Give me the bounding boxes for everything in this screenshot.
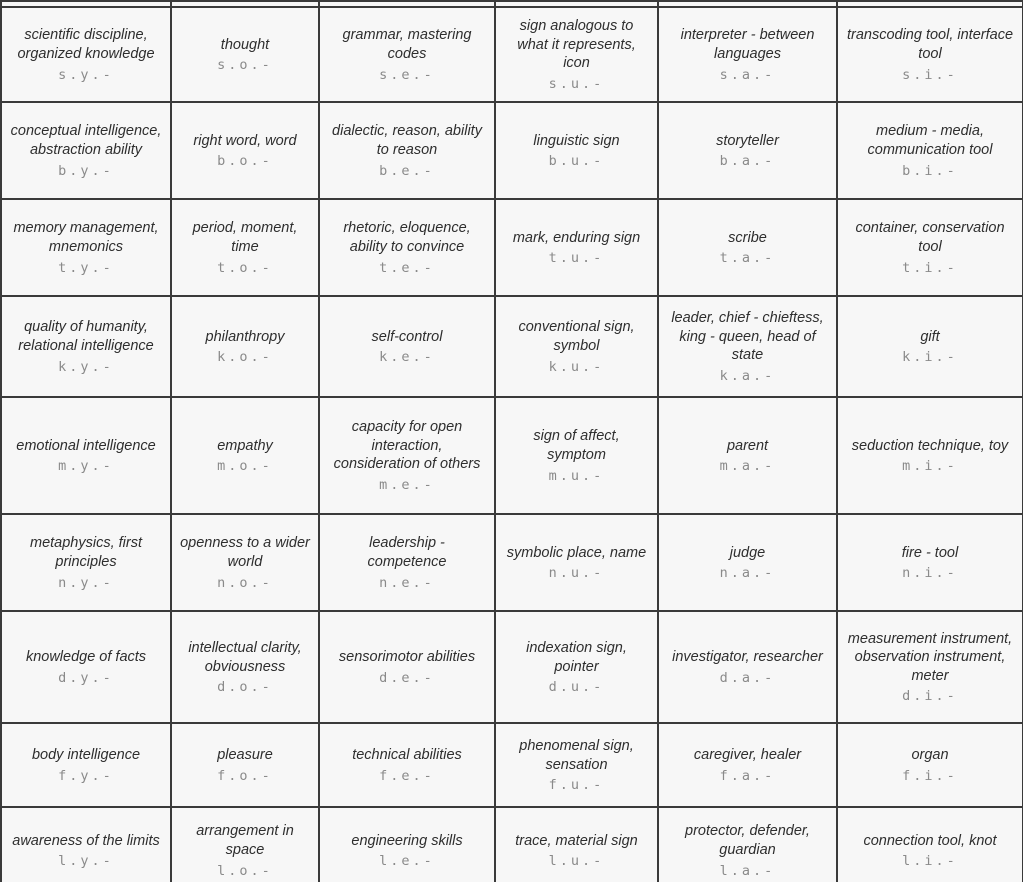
- table-cell: [171, 397, 319, 514]
- cell-label: rhetoric, eloquence, ability to convince: [343, 220, 471, 255]
- cell-code: k.i.-: [902, 349, 958, 366]
- cell-code: k.y.-: [58, 358, 114, 375]
- table-cell: [171, 514, 319, 611]
- cell-code: f.i.-: [902, 767, 958, 784]
- table-cell: [658, 397, 837, 514]
- cell-label: body intelligence: [31, 747, 141, 764]
- cell-code: t.i.-: [902, 259, 958, 276]
- cell-label: mark, enduring sign: [512, 229, 641, 246]
- table-cell: [495, 514, 658, 611]
- cell-code: d.u.-: [548, 679, 605, 696]
- cell-code: m.a.-: [719, 458, 776, 475]
- table-cell: [837, 807, 1023, 882]
- cell-label: period, moment, time: [192, 220, 298, 255]
- cell-label: caregiver, healer: [693, 747, 802, 764]
- cell-label: quality of humanity, relational intelligence: [18, 319, 154, 354]
- table-cell: [658, 723, 837, 807]
- table-cell: [495, 199, 658, 296]
- cell-label: scientific discipline, organized knowledge: [17, 27, 155, 62]
- table-row: [1, 296, 1023, 397]
- table-cell: [319, 102, 495, 199]
- cell-label: symbolic place, name: [506, 544, 647, 561]
- cell-code: b.e.-: [379, 162, 435, 179]
- table-cell: [1, 7, 171, 102]
- cell-code: k.o.-: [217, 349, 273, 366]
- table-cell: [658, 7, 837, 102]
- cell-code: t.u.-: [548, 250, 605, 267]
- table-cell: [837, 514, 1023, 611]
- cell-code: l.o.-: [217, 862, 273, 879]
- table-row: [1, 723, 1023, 807]
- cell-code: m.i.-: [902, 458, 958, 475]
- table-cell: [319, 514, 495, 611]
- cell-code: t.o.-: [217, 259, 273, 276]
- cell-label: leadership - competence: [367, 535, 447, 570]
- table-cell: [319, 611, 495, 723]
- cell-label: sign of affect, symptom: [533, 428, 620, 463]
- cell-label: memory management, mnemonics: [13, 220, 159, 255]
- cell-label: sensorimotor abilities: [338, 649, 476, 666]
- cell-code: d.o.-: [217, 679, 273, 696]
- table-row: [1, 397, 1023, 514]
- cell-code: n.i.-: [902, 565, 958, 582]
- cell-label: fire - tool: [901, 544, 959, 561]
- table-cell: [171, 611, 319, 723]
- cell-label: container, conservation tool: [855, 220, 1005, 255]
- cell-code: d.y.-: [58, 669, 114, 686]
- table-row: [1, 514, 1023, 611]
- cell-label: philanthropy: [205, 328, 285, 345]
- table-cell: [837, 199, 1023, 296]
- table-cell: [658, 611, 837, 723]
- table-cell: [495, 7, 658, 102]
- table-cell: [495, 296, 658, 397]
- table-cell: [837, 296, 1023, 397]
- cell-code: d.a.-: [719, 669, 776, 686]
- table-cell: [319, 807, 495, 882]
- cell-code: t.e.-: [379, 259, 435, 276]
- cell-label: transcoding tool, interface tool: [846, 27, 1014, 62]
- cell-label: capacity for open interaction, consideration of others: [333, 419, 481, 473]
- cell-label: scribe: [728, 229, 767, 246]
- cell-label: conceptual intelligence, abstraction ability: [10, 123, 162, 158]
- cell-code: f.y.-: [58, 767, 114, 784]
- cell-code: n.e.-: [379, 574, 435, 591]
- cell-label: openness to a wider world: [180, 535, 310, 570]
- cell-label: phenomenal sign, sensation: [519, 737, 634, 773]
- table-cell: [171, 199, 319, 296]
- cell-label: intellectual clarity, obviousness: [188, 639, 302, 675]
- cell-label: self-control: [371, 328, 443, 345]
- table-cell: [658, 102, 837, 199]
- table-cell: [171, 7, 319, 102]
- cell-label: leader, chief - chieftess, king - queen, head of state: [671, 310, 824, 364]
- cell-code: l.u.-: [548, 853, 605, 870]
- table-cell: [837, 611, 1023, 723]
- table-cell: [1, 102, 171, 199]
- cell-code: n.y.-: [58, 574, 114, 591]
- table-cell: [1, 397, 171, 514]
- table-cell: [319, 296, 495, 397]
- cell-label: technical abilities: [352, 747, 462, 764]
- cell-label: pleasure: [217, 747, 273, 764]
- cell-code: d.e.-: [379, 669, 435, 686]
- cell-code: t.a.-: [719, 250, 776, 267]
- cell-label: thought: [220, 36, 270, 53]
- table-row: [1, 102, 1023, 199]
- table-cell: [837, 7, 1023, 102]
- table-cell: [1, 514, 171, 611]
- cell-code: m.y.-: [58, 458, 114, 475]
- cell-code: f.o.-: [217, 767, 273, 784]
- table-cell: [495, 807, 658, 882]
- table-cell: [171, 807, 319, 882]
- cell-code: b.u.-: [548, 153, 605, 170]
- table-cell: [658, 199, 837, 296]
- cell-label: dialectic, reason, ability to reason: [332, 123, 482, 158]
- cell-label: indexation sign, pointer: [526, 639, 627, 675]
- cell-code: s.i.-: [902, 66, 958, 83]
- table-cell: [1, 611, 171, 723]
- table-cell: [837, 723, 1023, 807]
- table-cell: [1, 199, 171, 296]
- cell-label: arrangement in space: [196, 823, 294, 858]
- table-cell: [658, 296, 837, 397]
- cell-code: l.y.-: [58, 853, 114, 870]
- cell-code: k.u.-: [548, 358, 605, 375]
- cell-code: f.e.-: [379, 767, 435, 784]
- table-cell: [837, 102, 1023, 199]
- cell-code: n.u.-: [548, 565, 605, 582]
- cell-code: s.a.-: [719, 66, 776, 83]
- cell-code: f.a.-: [719, 767, 776, 784]
- table-cell: [495, 397, 658, 514]
- cell-label: conventional sign, symbol: [518, 319, 635, 354]
- cell-label: empathy: [217, 437, 273, 454]
- cell-label: right word, word: [193, 132, 297, 149]
- cell-label: storyteller: [716, 132, 779, 149]
- cell-label: interpreter - between languages: [680, 27, 815, 62]
- table-cell: [171, 296, 319, 397]
- table-row: [1, 7, 1023, 102]
- cell-label: investigator, researcher: [672, 649, 823, 666]
- cell-code: b.i.-: [902, 162, 958, 179]
- table-cell: [171, 723, 319, 807]
- table-cell: [1, 807, 171, 882]
- cell-label: organ: [911, 747, 949, 764]
- table-row: [1, 199, 1023, 296]
- cell-label: measurement instrument, observation instrument, meter: [847, 630, 1013, 684]
- table-cell: [1, 296, 171, 397]
- table-cell: [658, 807, 837, 882]
- cell-code: s.e.-: [379, 66, 435, 83]
- table-cell: [319, 723, 495, 807]
- cell-label: knowledge of facts: [25, 649, 147, 666]
- cell-label: judge: [729, 544, 766, 561]
- table-cell: [319, 397, 495, 514]
- table-row: [1, 807, 1023, 882]
- cell-label: awareness of the limits: [12, 832, 160, 849]
- table-cell: [495, 723, 658, 807]
- table-cell: [495, 102, 658, 199]
- table-cell: [495, 611, 658, 723]
- cell-label: emotional intelligence: [16, 437, 156, 454]
- table-cell: [837, 397, 1023, 514]
- cell-code: n.o.-: [217, 574, 273, 591]
- cell-code: l.e.-: [379, 853, 435, 870]
- table-row: [1, 611, 1023, 723]
- cell-label: engineering skills: [351, 832, 463, 849]
- cell-code: d.i.-: [902, 688, 958, 705]
- cell-label: grammar, mastering codes: [342, 27, 472, 62]
- cell-code: n.a.-: [719, 565, 776, 582]
- cell-code: m.u.-: [548, 467, 605, 484]
- cell-code: s.o.-: [217, 57, 273, 74]
- cell-label: gift: [920, 328, 940, 345]
- table-cell: [319, 7, 495, 102]
- cell-code: b.o.-: [217, 153, 273, 170]
- cell-label: parent: [726, 437, 769, 454]
- cell-code: s.u.-: [548, 75, 605, 92]
- table-cell: [1, 723, 171, 807]
- table-cell: [171, 102, 319, 199]
- codes-table-body: [1, 1, 1023, 882]
- cell-code: s.y.-: [58, 66, 114, 83]
- cell-code: m.o.-: [217, 458, 273, 475]
- cell-code: k.a.-: [719, 367, 776, 384]
- cell-label: connection tool, knot: [863, 832, 997, 849]
- cell-label: medium - media, communication tool: [867, 123, 993, 158]
- cell-code: b.a.-: [719, 153, 776, 170]
- table-cell: [658, 514, 837, 611]
- cell-label: trace, material sign: [515, 832, 638, 849]
- cell-code: l.i.-: [902, 853, 958, 870]
- cell-label: protector, defender, guardian: [685, 823, 810, 858]
- cell-code: f.u.-: [548, 777, 605, 794]
- cell-code: t.y.-: [58, 259, 114, 276]
- table-cell: [319, 199, 495, 296]
- cell-label: metaphysics, first principles: [30, 535, 142, 570]
- cell-code: k.e.-: [379, 349, 435, 366]
- cell-label: linguistic sign: [533, 132, 620, 149]
- cell-label: sign analogous to what it represents, icon: [517, 18, 636, 72]
- cell-label: seduction technique, toy: [851, 437, 1009, 454]
- cell-code: m.e.-: [379, 476, 435, 493]
- cell-code: b.y.-: [58, 162, 114, 179]
- cell-code: l.a.-: [719, 862, 776, 879]
